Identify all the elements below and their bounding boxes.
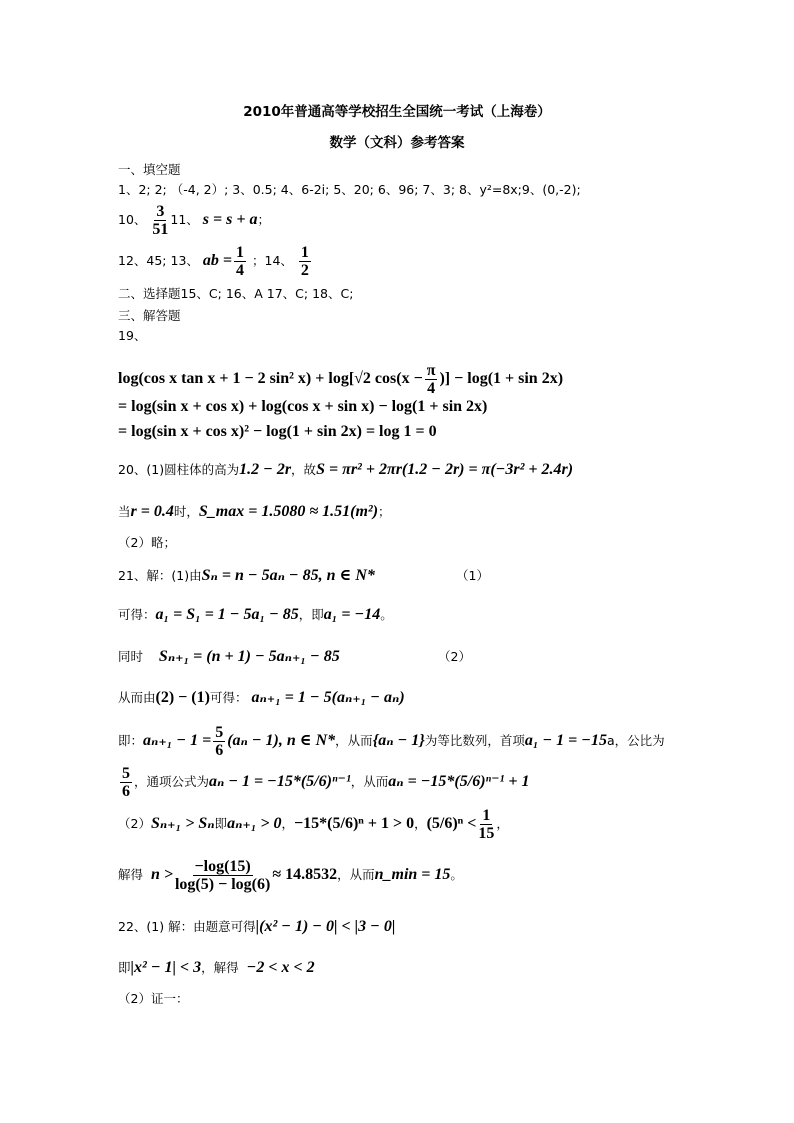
text: ，从而 (337, 867, 375, 882)
text: 即 (214, 816, 228, 831)
math: 1.2 − 2r (239, 461, 292, 478)
q21-line-7 (118, 807, 509, 842)
numerator: 5 (122, 765, 130, 782)
denominator: 4 (236, 262, 245, 279)
q13-answer: ab = (202, 252, 233, 269)
denominator: 4 (427, 380, 436, 397)
text: 20、(1)圆柱体的高为 (118, 462, 240, 477)
text: 21、解：(1)由 (118, 568, 202, 583)
numerator: 1 (236, 244, 245, 261)
text: ，通项公式为 (134, 774, 210, 789)
math: r = 0.4 (130, 503, 174, 520)
semicolon: ； (257, 212, 270, 227)
q19-line-1 (118, 362, 563, 397)
q14-label: ；14、 (252, 253, 293, 268)
q22-line-3: （2）证一： (118, 991, 189, 1006)
math: S_max = 1.5080 ≈ 1.51(m²) (198, 503, 379, 520)
math: (aₙ − 1), n ∈ N* (227, 732, 336, 749)
math: aₙ − 1 = −15*(5/6)ⁿ⁻¹ (209, 773, 351, 790)
text: ， (496, 816, 509, 831)
text: 时， (173, 504, 199, 519)
math: aₙ₊₁ = 1 − 5(aₙ₊₁ − aₙ) (251, 689, 405, 706)
pi-over-4 (425, 362, 438, 397)
math: n_min = 15 (374, 866, 451, 883)
q11-label: 11、 (170, 212, 199, 227)
text: a，公比为 (606, 733, 665, 748)
section-fill-blank-heading: 一、填空题 (118, 162, 181, 177)
denominator: 2 (300, 262, 309, 279)
text: 可得： (209, 690, 248, 705)
denominator: 15 (478, 825, 495, 842)
q21-line-2 (118, 606, 393, 624)
math: {aₙ − 1} (372, 732, 425, 749)
text: （2） (118, 816, 151, 831)
math: n > (150, 866, 173, 883)
q12-13-label: 12、45; 13、 (118, 253, 199, 268)
math: S = πr² + 2πr(1.2 − 2r) = π(−3r² + 2.4r) (316, 461, 574, 478)
text: ，故 (291, 462, 317, 477)
text: 当 (118, 504, 131, 519)
numerator: 5 (215, 724, 224, 741)
math: (2) − (1) (155, 689, 210, 706)
q10-fraction (152, 203, 168, 238)
q11-answer: s = s + a (202, 211, 258, 228)
text: 为等比数列，首项 (424, 733, 525, 748)
section-choice-heading: 二、选择题 (118, 286, 181, 301)
math: Sₙ₊₁ > Sₙ (150, 815, 215, 832)
numerator: π (426, 362, 436, 379)
choice-answers: 15、C; 16、A 17、C; 18、C; (180, 286, 354, 301)
math: a₁ = S₁ = 1 − 5a₁ − 85 (155, 606, 299, 623)
math: |x² − 1| < 3 (130, 959, 202, 976)
math: aₙ = −15*(5/6)ⁿ⁻¹ + 1 (388, 773, 530, 790)
math: |(x² − 1) − 0| < |3 − 0| (255, 918, 396, 935)
math: a₁ − 1 = −15 (524, 732, 607, 749)
q19-line-2: = log(sin x + cos x) + log(cos x + sin x) − log(1 + sin 2x) (118, 398, 488, 415)
text: 同时 (118, 649, 144, 664)
math: (5/6)ⁿ < (426, 815, 477, 832)
expr: log(cos x tan x + 1 − 2 sin² x) + log[√2 cos(x − (118, 370, 423, 388)
math: aₙ₊₁ − 1 = (143, 732, 212, 749)
q21-line-4 (118, 689, 405, 707)
text: ， (414, 816, 427, 831)
q21-line-1 (118, 567, 489, 585)
q19-line-3: = log(sin x + cos x)² − log(1 + sin 2x) = log 1 = 0 (118, 423, 437, 440)
text: 从而由 (118, 690, 156, 705)
equation-number: （1） (456, 568, 489, 583)
text: 可得： (118, 607, 156, 622)
text: ，解得 (201, 960, 239, 975)
q22-line-2 (118, 959, 315, 977)
answers-10-11 (118, 203, 270, 238)
one-fifteenth (478, 807, 494, 842)
numerator: 1 (482, 807, 491, 824)
section-solution-heading: 三、解答题 (118, 308, 181, 323)
text: 22、(1) 解：由题意可得 (118, 919, 256, 934)
q20-line-2 (118, 503, 391, 521)
math: Sₙ = n − 5aₙ − 85, n ∈ N* (201, 567, 375, 584)
q19-label: 19、 (118, 328, 147, 343)
denominator: 51 (152, 221, 169, 238)
q21-line-6 (118, 765, 529, 800)
q20-line-1 (118, 461, 573, 479)
text: 即 (118, 960, 131, 975)
expr: )] − log(1 + sin 2x) (439, 370, 564, 388)
log-fraction (175, 858, 270, 893)
q10-label: 10、 (118, 212, 147, 227)
document-subtitle: 数学（文科）参考答案 (329, 135, 465, 151)
text: ，从而 (350, 774, 389, 789)
text: ； (378, 504, 391, 519)
math: −2 < x < 2 (246, 959, 315, 976)
q21-line-3 (118, 648, 471, 666)
text: ， (281, 816, 295, 831)
denominator: log(5) − log(6) (174, 876, 271, 893)
denominator: 6 (122, 783, 130, 800)
math: −15*(5/6)ⁿ + 1 > 0 (294, 815, 415, 832)
five-sixths (213, 724, 225, 759)
q21-line-8 (118, 858, 463, 893)
document-title: 2010年普通高等学校招生全国统一考试（上海卷） (243, 104, 551, 120)
text: 解得 (118, 867, 144, 882)
text: 即： (118, 733, 144, 748)
denominator: 6 (215, 742, 224, 759)
text: 。 (450, 867, 463, 882)
answers-1-9: 1、2; 2; （-4, 2）; 3、0.5; 4、6-2i; 5、20; 6、96; 7、3; 8、y²=8x;9、(0,-2); (118, 182, 581, 197)
math: Sₙ₊₁ = (n + 1) − 5aₙ₊₁ − 85 (158, 648, 340, 665)
text: 。 (380, 607, 393, 622)
q13-fraction (234, 244, 246, 279)
q20-line-3: （2）略； (118, 535, 176, 550)
math: a₁ = −14 (323, 606, 381, 623)
text: ，从而 (335, 733, 373, 748)
math: aₙ₊₁ > 0 (227, 815, 282, 832)
q22-line-1 (118, 918, 395, 936)
numerator: 1 (300, 244, 309, 261)
q21-line-5 (118, 724, 665, 759)
equation-number: （2） (438, 649, 471, 664)
q14-fraction (299, 244, 311, 279)
numerator: −log(15) (194, 858, 251, 875)
numerator: 3 (156, 203, 165, 220)
text: ，即 (298, 607, 324, 622)
five-sixths (120, 765, 132, 800)
answers-12-14 (118, 244, 313, 279)
section-choice (118, 285, 353, 303)
math: ≈ 14.8532 (272, 866, 338, 883)
